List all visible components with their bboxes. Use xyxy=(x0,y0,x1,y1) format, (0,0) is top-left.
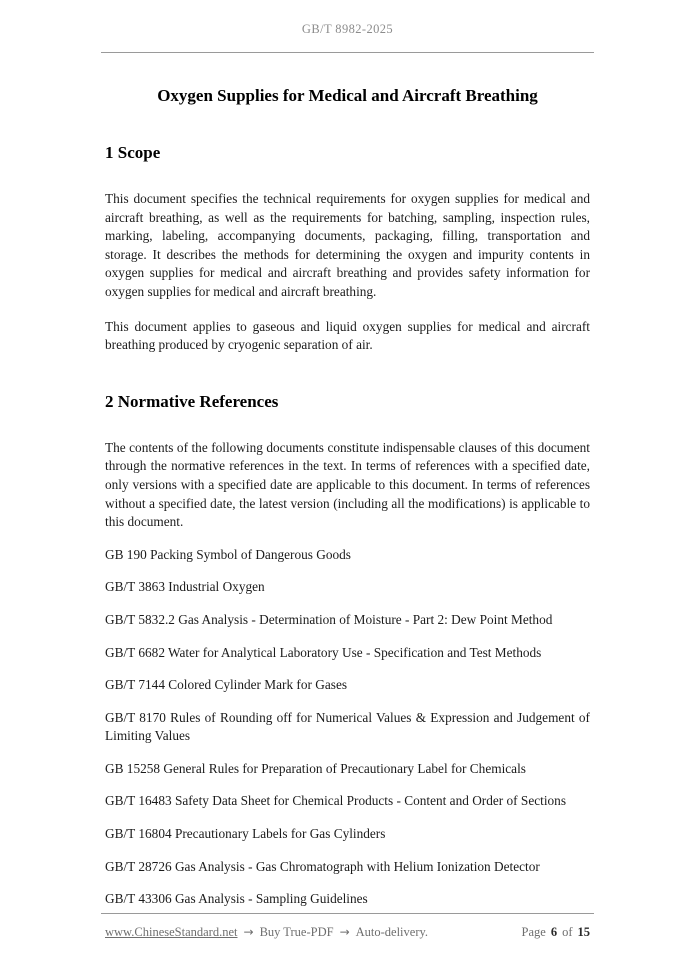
footer-site-link[interactable]: www.ChineseStandard.net xyxy=(105,925,238,939)
normative-intro-paragraph: The contents of the following documents constitute indispensable clauses of this document through the normative references in the text. In terms of references with a specified date, only versions with a specified date are applicable to this document. In terms of references without a specified date, the latest version (including all the modifications) is applicable to this document. xyxy=(105,439,590,530)
section-heading-normative-references: 2 Normative References xyxy=(105,391,279,411)
doc-number: GB/T 8982-2025 xyxy=(301,22,394,36)
reference-item: GB/T 5832.2 Gas Analysis - Determination of Moisture - Part 2: Dew Point Method xyxy=(105,611,553,627)
page-total: 15 xyxy=(577,925,590,939)
page-footer xyxy=(101,913,594,940)
section-heading-scope: 1 Scope xyxy=(105,143,161,162)
scope-paragraph-1: This document specifies the technical requirements for oxygen supplies for medical and aircraft breathing, as well as the requirements for batching, sampling, inspection rules, marking, labeling, accompanying documents, packaging, filling, transportation and storage. It describes the methods for determining the oxygen and impurity contents in oxygen supplies for medical and aircraft breathing and provides safety information for oxygen supplies for medical and aircraft breathing. xyxy=(105,191,590,299)
document-title: Oxygen Supplies for Medical and Aircraft Breathing xyxy=(157,86,538,105)
footer-delivery-text: Auto-delivery. xyxy=(355,925,429,939)
reference-item: GB/T 7144 Colored Cylinder Mark for Gases xyxy=(105,677,348,693)
arrow-icon: → xyxy=(243,925,254,939)
page-current: 6 xyxy=(550,925,558,939)
page-indicator xyxy=(522,925,590,940)
reference-item: GB/T 8170 Rules of Rounding off for Numerical Values & Expression and Judgement of Limiting Values xyxy=(105,709,590,744)
footer-action-text: Buy True-PDF xyxy=(259,925,334,939)
reference-item: GB/T 3863 Industrial Oxygen xyxy=(105,579,265,595)
reference-item: GB/T 6682 Water for Analytical Laboratory Use - Specification and Test Methods xyxy=(105,644,542,660)
reference-item: GB/T 43306 Gas Analysis - Sampling Guidelines xyxy=(105,891,368,907)
page-of-label: of xyxy=(562,925,573,939)
header-divider xyxy=(101,52,594,53)
reference-item: GB/T 16804 Precautionary Labels for Gas Cylinders xyxy=(105,826,386,842)
scope-paragraph-2: This document applies to gaseous and liquid oxygen supplies for medical and aircraft breathing produced by cryogenic separation of air. xyxy=(105,318,590,353)
footer-left xyxy=(105,925,428,940)
reference-item: GB/T 16483 Safety Data Sheet for Chemical Products - Content and Order of Sections xyxy=(105,793,566,809)
reference-item: GB 15258 General Rules for Preparation of Precautionary Label for Chemicals xyxy=(105,760,526,776)
reference-item: GB 190 Packing Symbol of Dangerous Goods xyxy=(105,546,351,562)
reference-item: GB/T 28726 Gas Analysis - Gas Chromatograph with Helium Ionization Detector xyxy=(105,858,540,874)
arrow-icon: → xyxy=(339,925,350,939)
page-label: Page xyxy=(521,925,546,939)
